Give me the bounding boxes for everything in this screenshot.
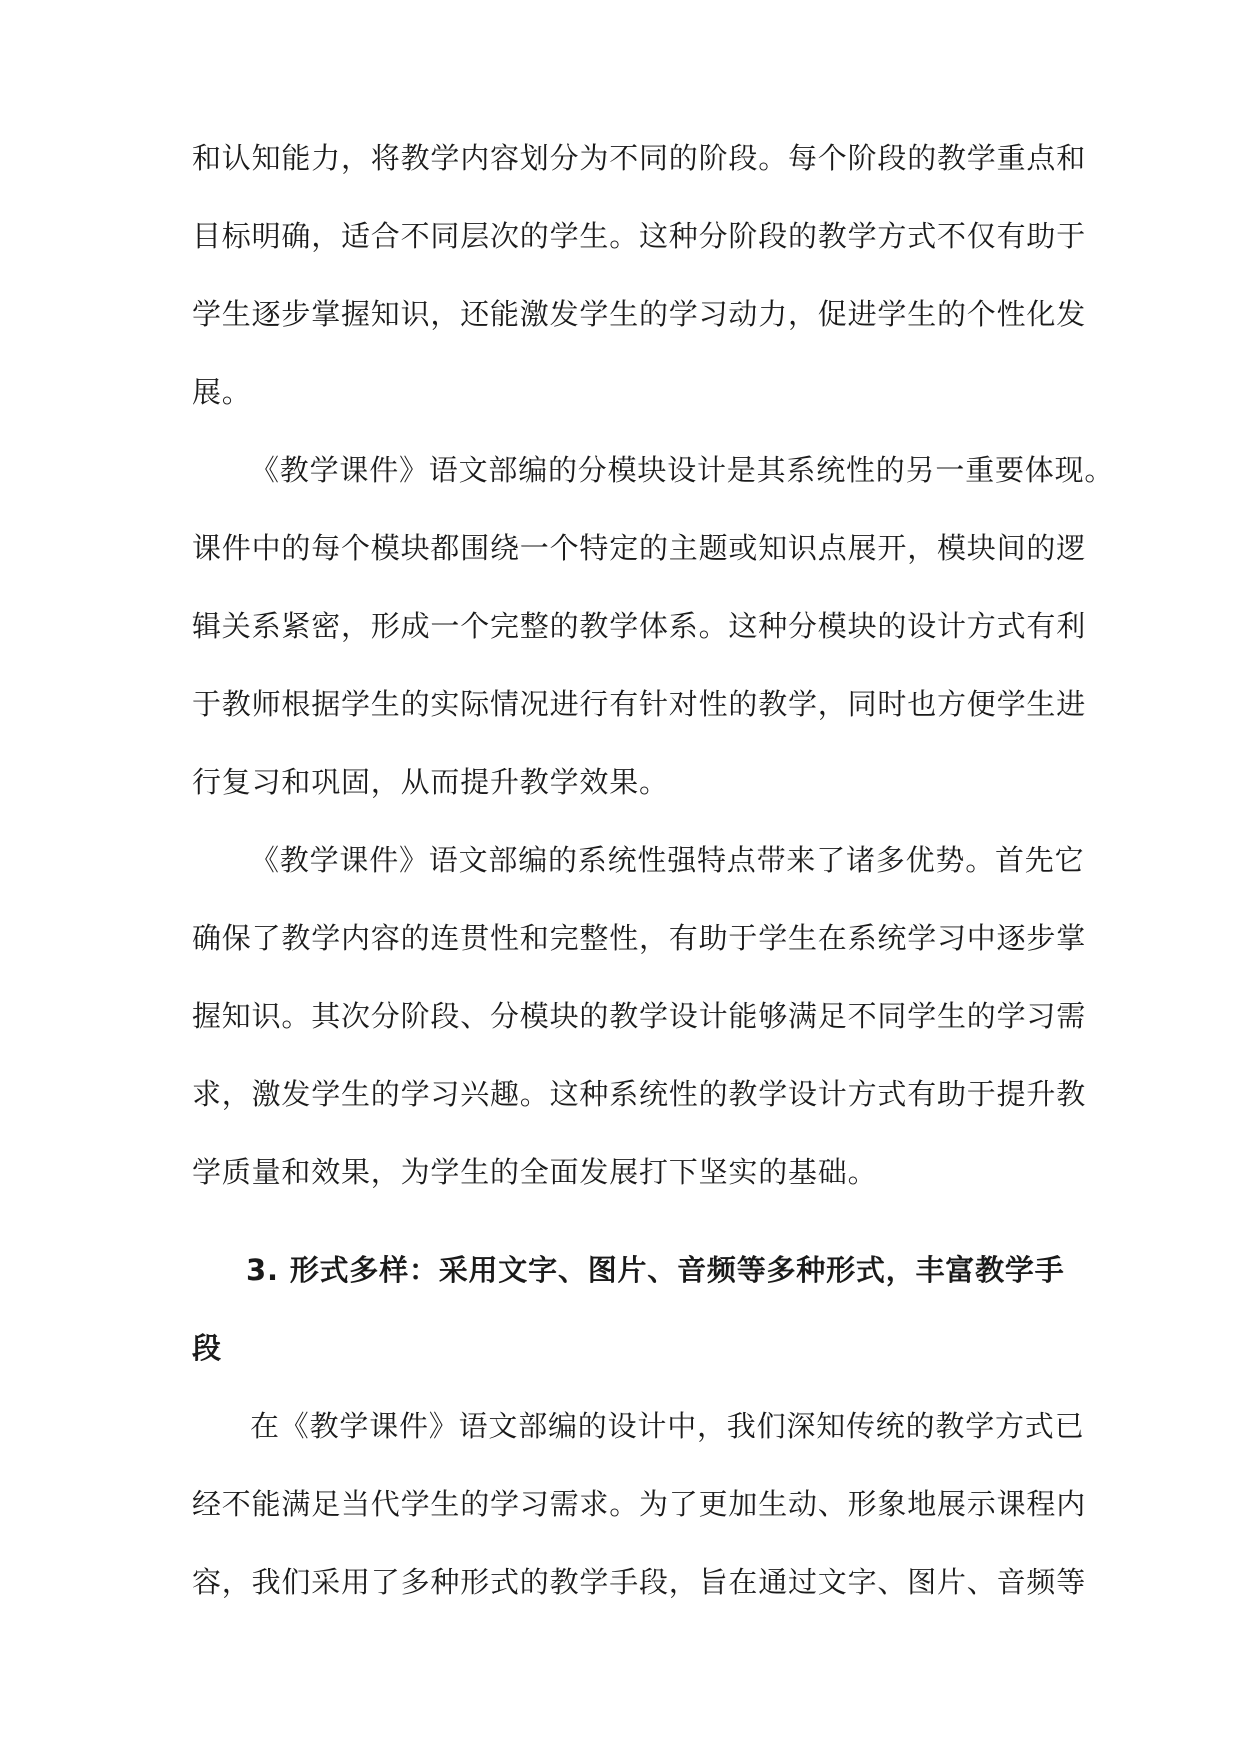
paragraph-line: 和认知能力，将教学内容划分为不同的阶段。每个阶段的教学重点和	[192, 141, 1087, 175]
paragraph-line: 展。	[192, 375, 252, 409]
paragraph-line: 求，激发学生的学习兴趣。这种系统性的教学设计方式有助于提升教	[192, 1077, 1087, 1111]
paragraph-line: 《教学课件》语文部编的分模块设计是其系统性的另一重要体现。	[250, 453, 1115, 487]
paragraph-line: 《教学课件》语文部编的系统性强特点带来了诸多优势。首先它	[250, 843, 1085, 877]
paragraph-line: 于教师根据学生的实际情况进行有针对性的教学，同时也方便学生进	[192, 687, 1087, 721]
paragraph-line: 容，我们采用了多种形式的教学手段，旨在通过文字、图片、音频等	[192, 1565, 1087, 1599]
paragraph-line: 课件中的每个模块都围绕一个特定的主题或知识点展开，模块间的逻	[192, 531, 1087, 565]
paragraph-line: 辑关系紧密，形成一个完整的教学体系。这种分模块的设计方式有利	[192, 609, 1087, 643]
paragraph-line: 学生逐步掌握知识，还能激发学生的学习动力，促进学生的个性化发	[192, 297, 1087, 331]
paragraph-line: 学质量和效果，为学生的全面发展打下坚实的基础。	[192, 1155, 878, 1189]
paragraph-line: 经不能满足当代学生的学习需求。为了更加生动、形象地展示课程内	[192, 1487, 1087, 1521]
paragraph-line: 目标明确，适合不同层次的学生。这种分阶段的教学方式不仅有助于	[192, 219, 1087, 253]
paragraph-line: 确保了教学内容的连贯性和完整性，有助于学生在系统学习中逐步掌	[192, 921, 1087, 955]
section-heading-continued: 段	[192, 1331, 222, 1365]
paragraph-line: 在《教学课件》语文部编的设计中，我们深知传统的教学方式已	[250, 1409, 1085, 1443]
paragraph-line: 行复习和巩固，从而提升教学效果。	[192, 765, 669, 799]
section-heading: 3. 形式多样：采用文字、图片、音频等多种形式，丰富教学手	[246, 1253, 1065, 1287]
paragraph-line: 握知识。其次分阶段、分模块的教学设计能够满足不同学生的学习需	[192, 999, 1087, 1033]
